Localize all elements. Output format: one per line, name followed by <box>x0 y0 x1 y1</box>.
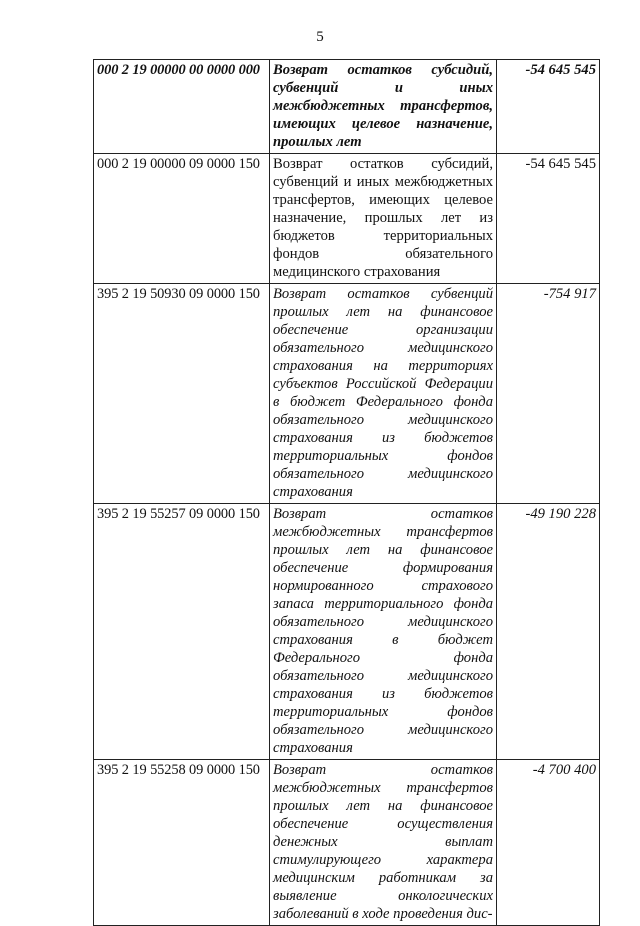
table-row <box>94 504 600 760</box>
row-amount: -49 190 228 <box>497 504 600 760</box>
row-amount: -54 645 545 <box>497 154 600 284</box>
row-name: Возврат остатков субвенций прошлых лет на финансовое обеспечение организации обязательного медицинского страхования на территориях субъектов Российской Федерации в бюджет Федерального фонда обязательного медицинского страхования из бюджетов территориальных фондов обязательного медицинского страхования <box>270 284 497 504</box>
row-code: 395 2 19 50930 09 0000 150 <box>94 284 270 504</box>
row-code: 000 2 19 00000 09 0000 150 <box>94 154 270 284</box>
row-amount: -754 917 <box>497 284 600 504</box>
row-amount: -54 645 545 <box>497 60 600 154</box>
table-row <box>94 760 600 926</box>
row-name: Возврат остатков межбюджетных трансфертов прошлых лет на финансовое обеспечение осуществления денежных выплат стимулирующего характера медицинским работникам за выявление онкологических заболеваний в ходе проведения дис- <box>270 760 497 926</box>
row-name: Возврат остатков межбюджетных трансфертов прошлых лет на финансовое обеспечение формирования нормированного страхового запаса территориального фонда обязательного медицинского страхования в бюджет Федерального фонда обязательного медицинского страхования из бюджетов территориальных фондов обязательного медицинского страхования <box>270 504 497 760</box>
page-number: 5 <box>316 29 324 45</box>
row-amount: -4 700 400 <box>497 760 600 926</box>
row-code: 395 2 19 55257 09 0000 150 <box>94 504 270 760</box>
row-code: 000 2 19 00000 00 0000 000 <box>94 60 270 154</box>
row-code: 395 2 19 55258 09 0000 150 <box>94 760 270 926</box>
table-row <box>94 284 600 504</box>
table-row <box>94 154 600 284</box>
row-name: Возврат остатков субсидий, субвенций и иных межбюджетных трансфертов, имеющих целевое назначение, прошлых лет из бюджетов территориальных фондов обязательного медицинского страхования <box>270 154 497 284</box>
budget-table <box>93 59 600 926</box>
row-name: Возврат остатков субсидий, субвенций и иных межбюджетных трансфертов, имеющих целевое назначение, прошлых лет <box>270 60 497 154</box>
table-row <box>94 60 600 154</box>
